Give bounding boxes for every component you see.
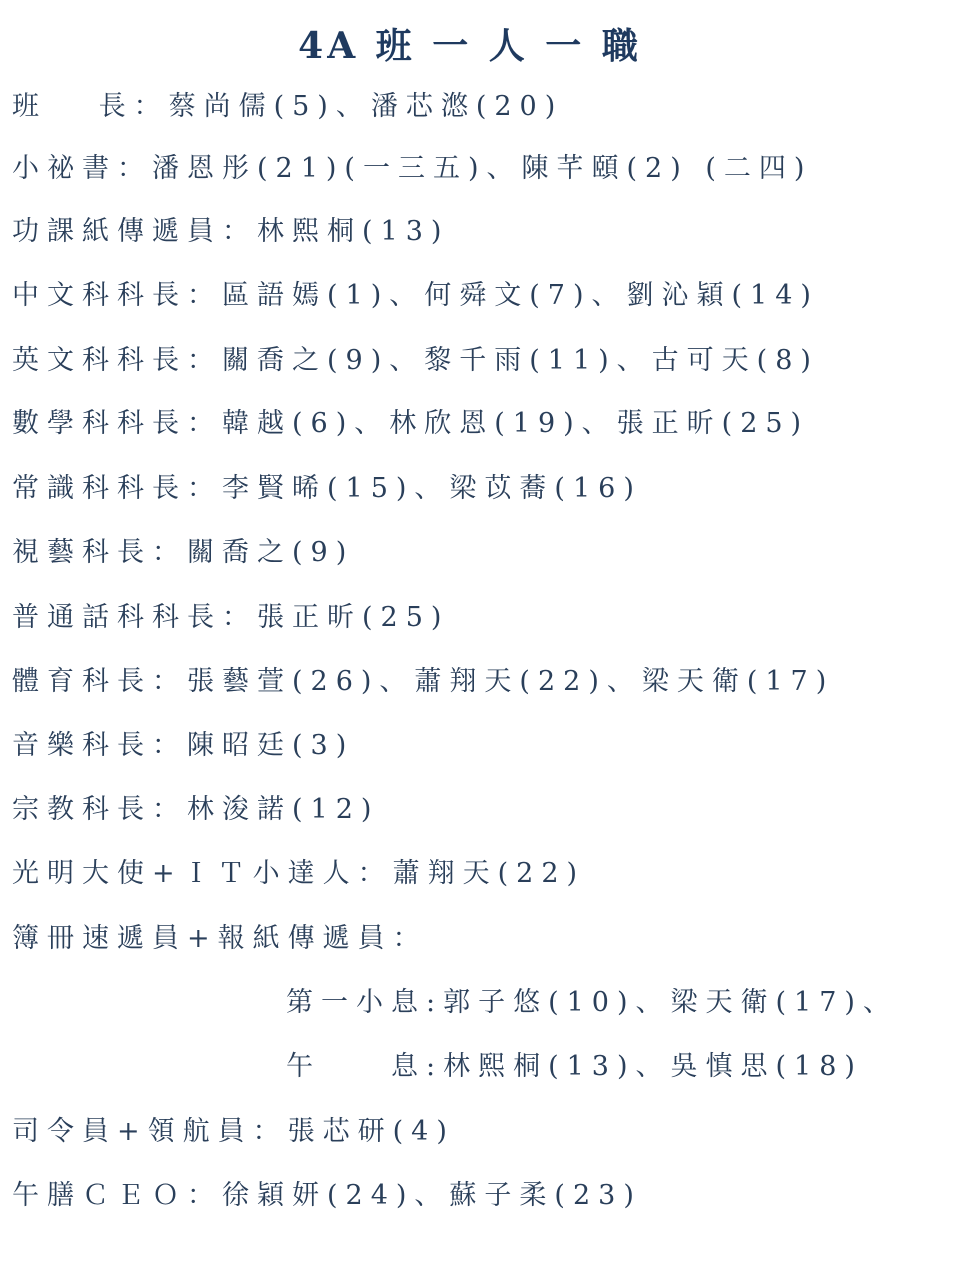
role-line-chinese-leader: 中文科科長：區語嫣(1)、何舜文(7)、劉沁穎(14) — [12, 280, 819, 311]
role-subline-lunch-recess: 午 息:林熙桐(13)、吳慎思(18) — [286, 1051, 863, 1082]
role-line-gs-leader: 常識科科長：李賢晞(15)、梁苡蕎(16) — [12, 473, 642, 504]
role-line-homework-courier: 功課紙傳遞員：林熙桐(13) — [12, 216, 450, 247]
role-line-secretary: 小祕書：潘恩彤(21)(一三五)、陳芊頤(2) (二四) — [12, 153, 813, 184]
role-line-class-monitor: 班 長：蔡尚儒(5)、潘芯滺(20) — [12, 91, 564, 122]
role-line-english-leader: 英文科科長：關喬之(9)、黎千雨(11)、古可天(8) — [12, 345, 819, 376]
role-line-math-leader: 數學科科長：韓越(6)、林欣恩(19)、張正昕(25) — [12, 408, 810, 439]
role-line-music-leader: 音樂科長：陳昭廷(3) — [12, 730, 355, 761]
role-line-putonghua-leader: 普通話科科長：張正昕(25) — [12, 602, 450, 633]
role-line-lunch-ceo: 午膳ＣＥＯ：徐穎妍(24)、蘇子柔(23) — [12, 1180, 642, 1211]
role-line-pe-leader: 體育科長：張藝萱(26)、蕭翔天(22)、梁天衛(17) — [12, 666, 835, 697]
role-line-ambassador-it: 光明大使+ＩＴ小達人：蕭翔天(22) — [12, 858, 586, 889]
role-line-commander-navigator: 司令員+領航員：張芯研(4) — [12, 1116, 455, 1147]
role-line-religion-leader: 宗教科長：林浚諾(12) — [12, 794, 380, 825]
page-title: 4A 班 一 人 一 職 — [298, 25, 642, 67]
role-line-art-leader: 視藝科長：關喬之(9) — [12, 537, 355, 568]
role-line-book-newspaper: 簿冊速遞員+報紙傳遞員： — [12, 923, 428, 954]
role-subline-first-recess: 第一小息:郭子悠(10)、梁天衛(17)、 — [286, 987, 898, 1018]
